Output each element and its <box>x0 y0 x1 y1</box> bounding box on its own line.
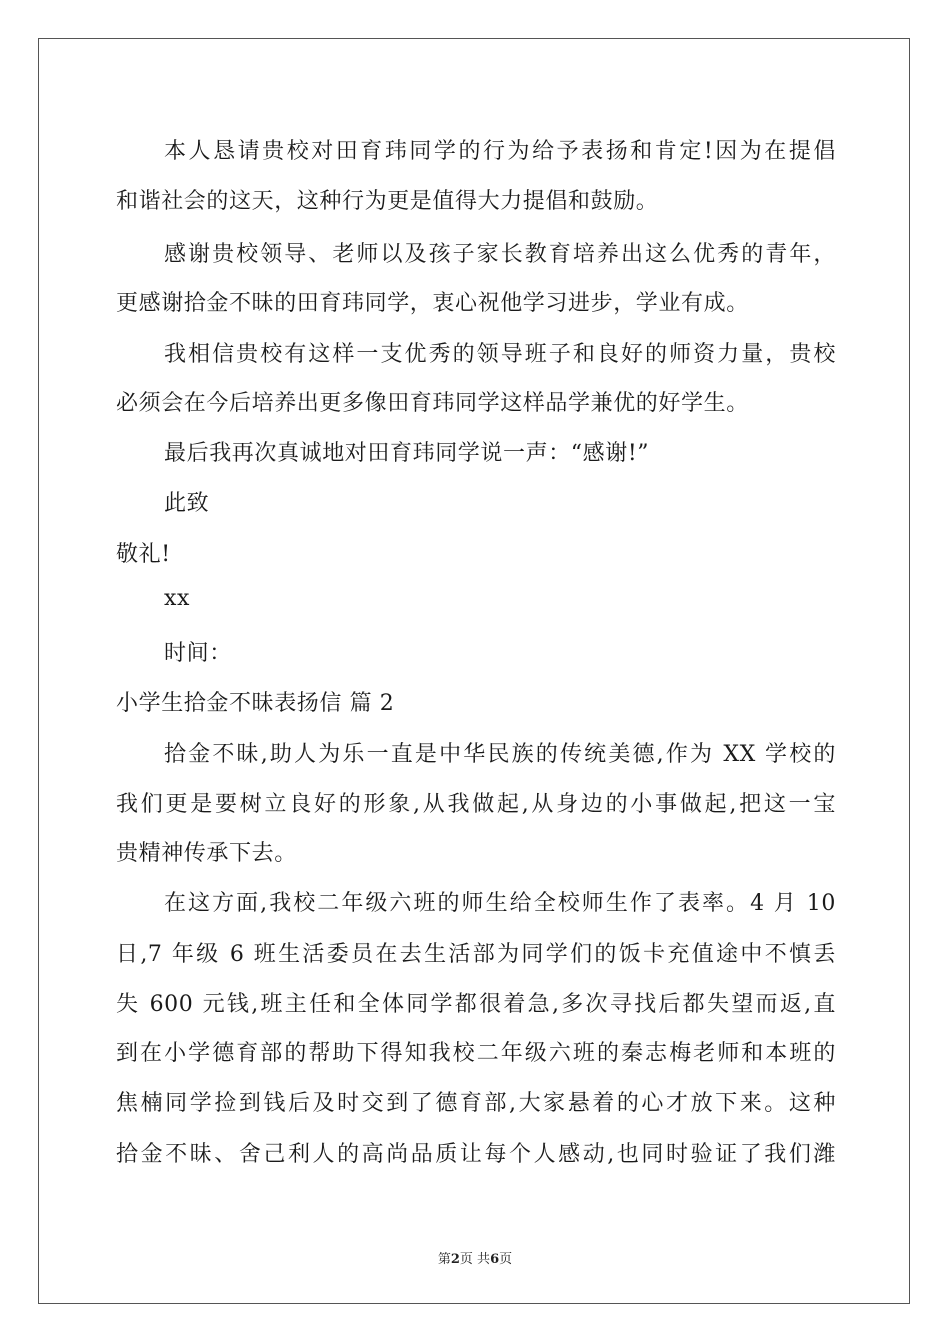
paragraph-line: 我相信贵校有这样一支优秀的领导班子和良好的师资力量，贵校 <box>164 342 836 367</box>
footer-suffix: 页 <box>499 1252 513 1267</box>
closing-line: 此致 <box>164 491 210 516</box>
paragraph-line: 贵精神传承下去。 <box>116 841 297 866</box>
paragraph-line: 焦楠同学捡到钱后及时交到了德育部,大家悬着的心才放下来。这种 <box>116 1091 836 1116</box>
footer-prefix: 第 <box>437 1252 451 1267</box>
paragraph-line: 我们更是要树立良好的形象,从我做起,从身边的小事做起,把这一宝 <box>116 792 836 817</box>
footer-mid: 页 共 <box>459 1252 491 1267</box>
paragraph-line: 在这方面,我校二年级六班的师生给全校师生作了表率。4 月 10 <box>164 891 836 916</box>
paragraph-line: 和谐社会的这天，这种行为更是值得大力提倡和鼓励。 <box>116 189 659 214</box>
time-label: 时间： <box>164 641 232 666</box>
page-footer <box>0 1248 950 1267</box>
paragraph-line: 最后我再次真诚地对田育玮同学说一声：“感谢!” <box>164 441 650 466</box>
paragraph-line: 更感谢拾金不昧的田育玮同学，衷心祝他学习进步，学业有成。 <box>116 291 749 316</box>
paragraph-line: 必须会在今后培养出更多像田育玮同学这样品学兼优的好学生。 <box>116 391 749 416</box>
paragraph-line: 失 600 元钱,班主任和全体同学都很着急,多次寻找后都失望而返,直 <box>116 992 836 1017</box>
paragraph-line: 本人恳请贵校对田育玮同学的行为给予表扬和肯定!因为在提倡 <box>164 139 836 164</box>
paragraph-line: 到在小学德育部的帮助下得知我校二年级六班的秦志梅老师和本班的 <box>116 1041 836 1066</box>
paragraph-line: 感谢贵校领导、老师以及孩子家长教育培养出这么优秀的青年， <box>164 242 836 267</box>
footer-total-pages: 6 <box>490 1252 500 1267</box>
footer-page-number: 2 <box>450 1252 460 1267</box>
paragraph-line: 拾金不昧、舍己利人的高尚品质让每个人感动,也同时验证了我们潍 <box>116 1142 836 1167</box>
paragraph-line: 拾金不昧,助人为乐一直是中华民族的传统美德,作为 XX 学校的 <box>164 742 836 767</box>
section-title: 小学生拾金不昧表扬信 篇 2 <box>116 691 395 716</box>
signature: xx <box>164 586 191 611</box>
closing-line: 敬礼! <box>116 542 171 567</box>
paragraph-line: 日,7 年级 6 班生活委员在去生活部为同学们的饭卡充值途中不慎丢 <box>116 942 836 967</box>
